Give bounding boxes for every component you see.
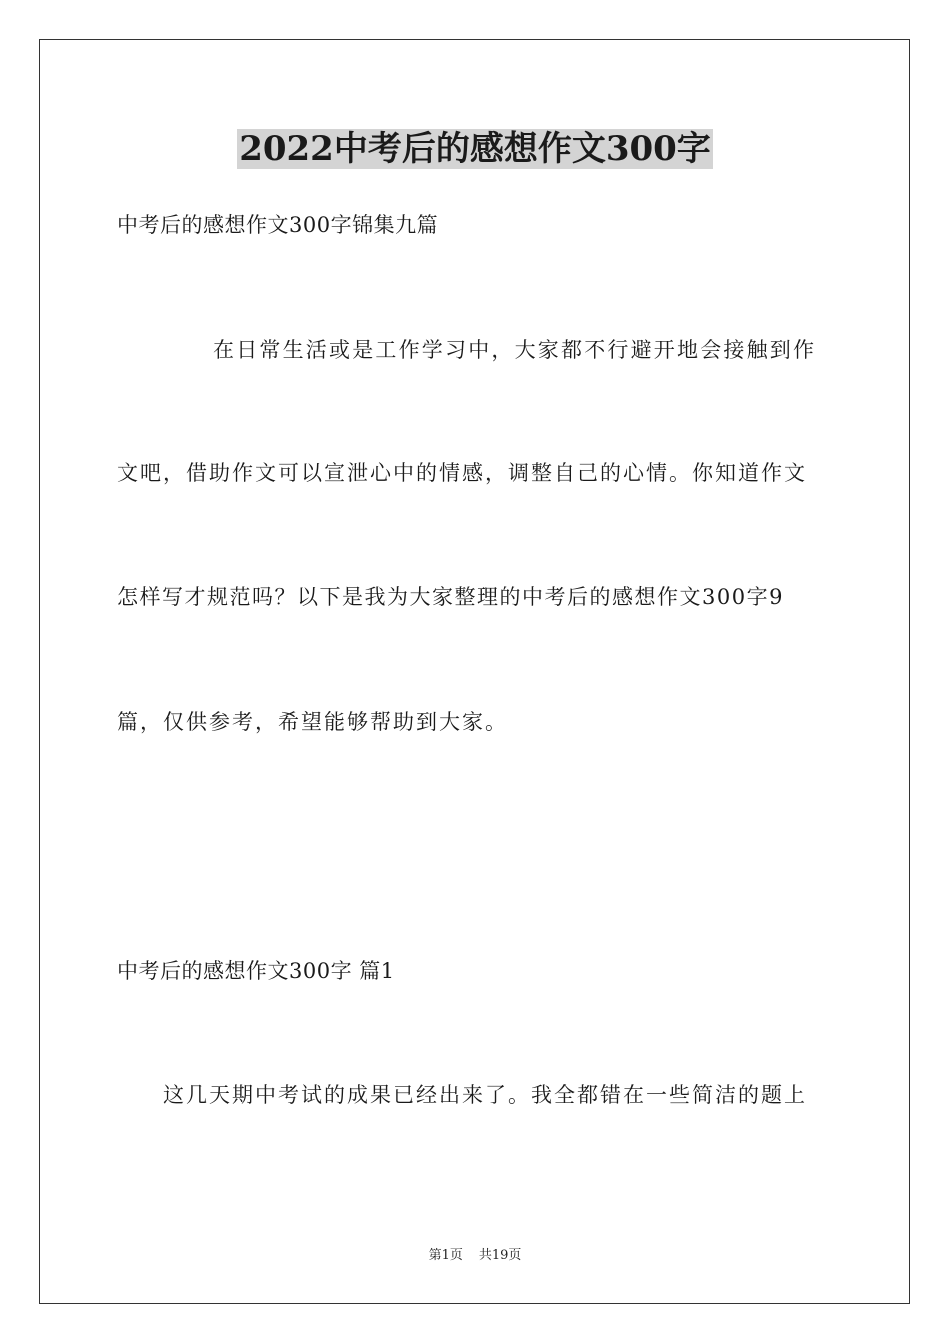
document-subtitle: 中考后的感想作文300字锦集九篇 (117, 213, 439, 237)
section-heading: 中考后的感想作文300字 篇1 (117, 959, 395, 983)
intro-paragraph-line-2: 文吧，借助作文可以宣泄心中的情感，调整自己的心情。你知道作文 (117, 461, 807, 485)
current-page-label: 第1页 (428, 1248, 463, 1263)
intro-paragraph-line-4: 篇，仅供参考，希望能够帮助到大家。 (117, 710, 508, 734)
document-title-text: 2022中考后的感想作文300字 (239, 129, 711, 169)
document-title (0, 126, 950, 172)
intro-paragraph-line-1: 在日常生活或是工作学习中，大家都不行避开地会接触到作 (213, 338, 817, 362)
total-pages-label: 共19页 (478, 1248, 522, 1263)
section-paragraph-line-1: 这几天期中考试的成果已经出来了。我全都错在一些简洁的题上 (163, 1083, 807, 1107)
page-footer (0, 1247, 950, 1265)
intro-paragraph-line-3: 怎样写才规范吗？以下是我为大家整理的中考后的感想作文300字9 (117, 585, 784, 609)
